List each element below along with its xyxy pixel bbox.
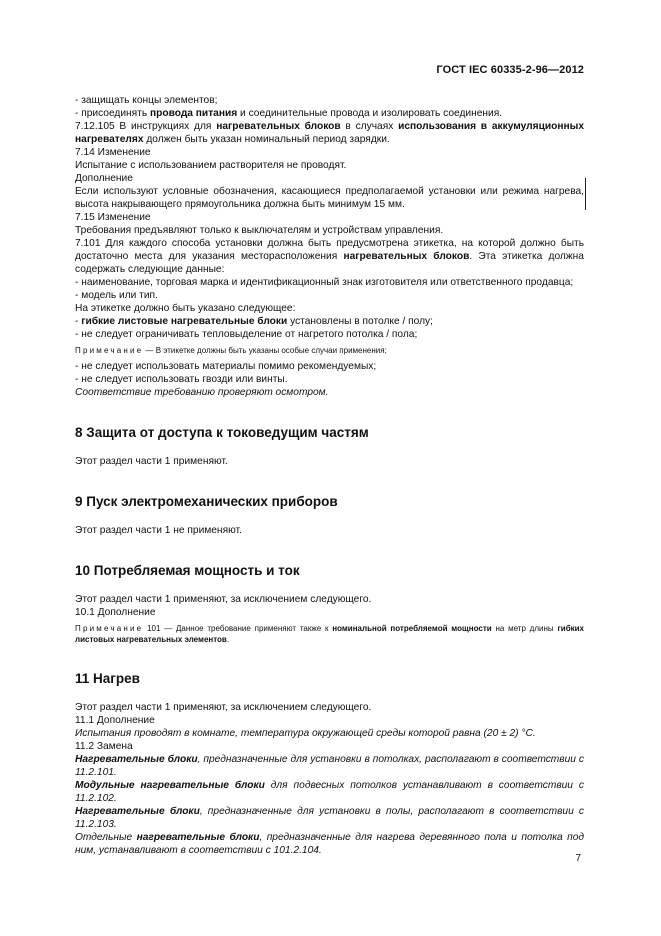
rule-ceiling: Нагревательные блоки, предназначенные для установки в потолках, располагают в соответствии с 11.2.101.	[75, 754, 584, 778]
rule-floor: Нагревательные блоки, предназначенные для установки в полы, располагают в соответствии с 11.2.103.	[75, 806, 585, 830]
rule-wooden-floor: Отдельные нагревательные блоки, предназначенные для нагрева деревянного пола и потолка под ним, устанавливают в соответствии с 101.2.104.	[75, 832, 584, 856]
clause-7-15-heading: 7.15 Изменение	[75, 212, 151, 223]
section-11-title: 11 Нагрев	[75, 671, 140, 686]
section-10-text: Этот раздел части 1 применяют, за исключением следующего.	[75, 594, 372, 605]
clause-11-2: 11.2 Замена	[75, 741, 133, 752]
clause-7-101: 7.101 Для каждого способа установки должна быть предусмотрена этикетка, на которой должно быть достаточно места для указания месторасположения нагревательных блоков. Эта этикетка должна содержать следующие данные:	[75, 238, 584, 275]
note-101: Примечание 101 — Данное требование применяют также к номинальной потребляемой мощности на метр длины гибких листовых нагревательных элементов.	[75, 624, 584, 644]
section-10	[75, 563, 584, 645]
label-intro: На этикетке должно быть указано следующее:	[75, 303, 296, 314]
list-item: - не следует использовать материалы помимо рекомендуемых;	[75, 361, 377, 372]
addition-heading: Дополнение	[75, 173, 133, 184]
clause-7-14-text: Испытание с использованием растворителя не проводят.	[75, 160, 347, 171]
section-8	[75, 425, 584, 468]
section-9	[75, 494, 584, 537]
list-item: - не следует ограничивать тепловыделение от нагретого потолка / пола;	[75, 329, 418, 340]
standard-code-header: ГОСТ IEC 60335-2-96—2012	[436, 64, 584, 76]
addition-text: Если используют условные обозначения, касающиеся предполагаемой установки или режима нагрева, высота накрывающего прямоугольника должна быть минимум 15 мм.	[75, 186, 584, 210]
clause-11-1: 11.1 Дополнение	[75, 715, 155, 726]
section-9-title: 9 Пуск электромеханических приборов	[75, 494, 338, 509]
clause-7-12-105: 7.12.105 В инструкциях для нагревательных блоков в случаях использования в аккумуляционных нагревателях должен быть указан номинальный период зарядки.	[75, 121, 584, 145]
change-bar	[585, 178, 586, 210]
clause-7-15-text: Требования предъявляют только к выключателям и устройствам управления.	[75, 225, 444, 236]
section-8-title: 8 Защита от доступа к токоведущим частям	[75, 425, 369, 440]
clause-7-14-heading: 7.14 Изменение	[75, 147, 151, 158]
section-10-title: 10 Потребляемая мощность и ток	[75, 563, 300, 578]
note: Примечание — В этикетке должны быть указаны особые случаи применения;	[75, 346, 387, 355]
test-conditions: Испытания проводят в комнате, температура окружающей среды которой равна (20 ± 2) °С.	[75, 728, 536, 739]
clause-10-1: 10.1 Дополнение	[75, 607, 156, 618]
list-item: - модель или тип.	[75, 290, 158, 301]
page-body	[75, 94, 584, 857]
list-item: - гибкие листовые нагревательные блоки установлены в потолке / полу;	[75, 316, 433, 327]
list-item: - защищать концы элементов;	[75, 95, 218, 106]
rule-modular: Модульные нагревательные блоки для подвесных потолков устанавливают в соответствии с 11.2.102.	[75, 780, 584, 804]
section-11	[75, 671, 584, 857]
list-item: - наименование, торговая марка и идентификационный знак изготовителя или ответственного продавца;	[75, 277, 574, 288]
list-item: - не следует использовать гвозди или винты.	[75, 374, 288, 385]
compliance-check: Соответствие требованию проверяют осмотром.	[75, 387, 329, 398]
page-number: 7	[575, 853, 581, 864]
section-9-text: Этот раздел части 1 не применяют.	[75, 525, 242, 536]
list-item: - присоединять провода питания и соединительные провода и изолировать соединения.	[75, 108, 503, 119]
section-8-text: Этот раздел части 1 применяют.	[75, 456, 228, 467]
section-11-text: Этот раздел части 1 применяют, за исключением следующего.	[75, 702, 372, 713]
